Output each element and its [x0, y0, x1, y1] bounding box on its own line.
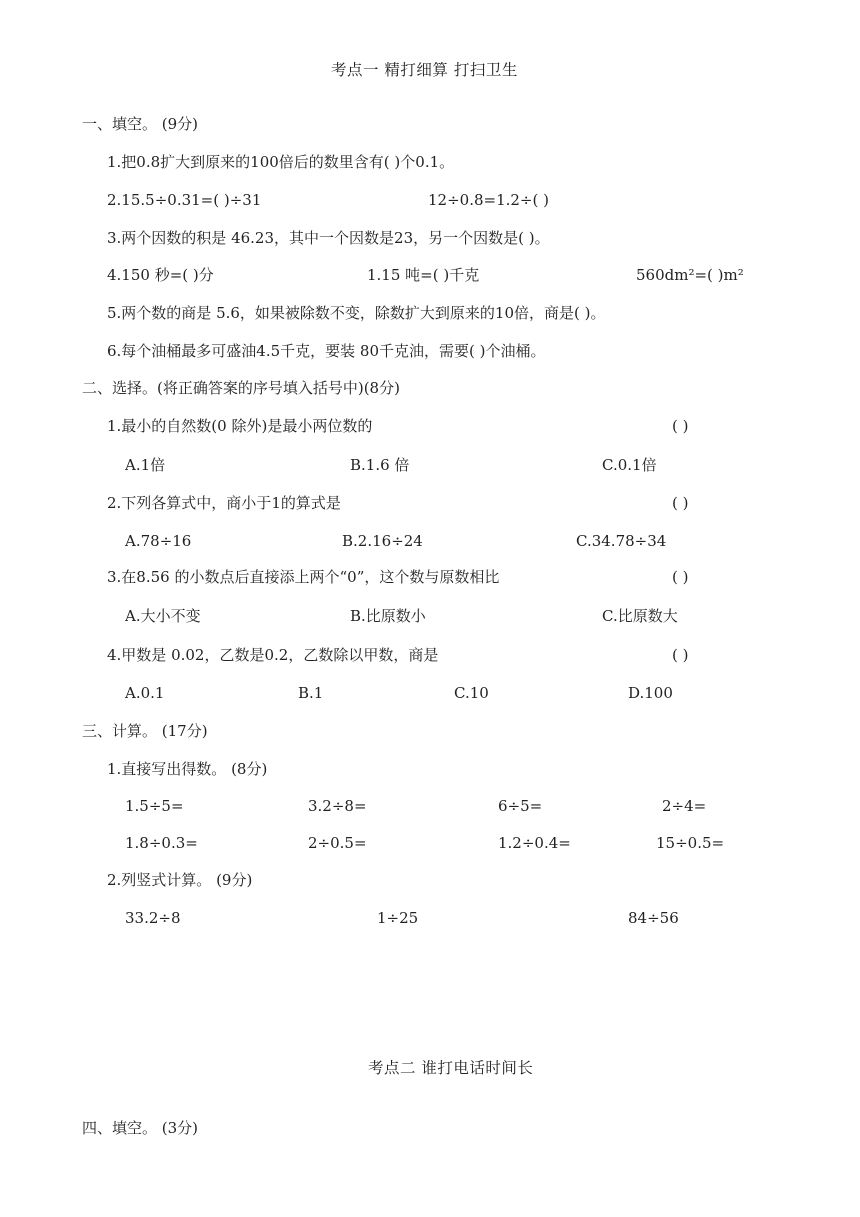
choice-option: A.0.1 [125, 684, 165, 702]
choice-option: A.1倍 [125, 456, 166, 474]
vertical-calc-item: 84÷56 [628, 909, 679, 927]
section-title-2: 考点二 谁打电话时间长 [368, 1059, 534, 1077]
vertical-calc-item: 1÷25 [377, 909, 419, 927]
fill-question-1: 1.把0.8扩大到原来的100倍后的数里含有( )个0.1。 [107, 153, 455, 171]
choice-option: B.2.16÷24 [342, 532, 423, 550]
part4-heading: 四、填空。 (3分) [82, 1119, 199, 1137]
choice-option: B.1 [298, 684, 324, 702]
calc-item: 1.5÷5= [125, 797, 184, 815]
vertical-calc-item: 33.2÷8 [125, 909, 181, 927]
choice-option: A.大小不变 [125, 607, 201, 625]
part1-heading: 一、填空。 (9分) [82, 115, 199, 133]
calc-item: 15÷0.5= [656, 834, 725, 852]
answer-paren: ( ) [672, 568, 689, 586]
choice-question-4: 4.甲数是 0.02，乙数是0.2，乙数除以甲数，商是 [107, 646, 439, 664]
choice-option: C.比原数大 [602, 607, 678, 625]
answer-paren: ( ) [672, 646, 689, 664]
choice-option: B.1.6 倍 [350, 456, 410, 474]
choice-option: A.78÷16 [125, 532, 192, 550]
choice-option: C.10 [454, 684, 489, 702]
choice-option: B.比原数小 [350, 607, 426, 625]
choice-question-1: 1.最小的自然数(0 除外)是最小两位数的 [107, 417, 373, 435]
calc-item: 6÷5= [498, 797, 543, 815]
fill-question-6: 6.每个油桶最多可盛油4.5千克，要装 80千克油，需要( )个油桶。 [107, 342, 546, 360]
fill-question-4b: 1.15 吨=( )千克 [367, 266, 480, 284]
calc-item: 1.2÷0.4= [498, 834, 571, 852]
choice-question-3: 3.在8.56 的小数点后直接添上两个“0”，这个数与原数相比 [107, 568, 500, 586]
choice-option: D.100 [628, 684, 673, 702]
part3-heading: 三、计算。 (17分) [82, 722, 208, 740]
calc-item: 1.8÷0.3= [125, 834, 198, 852]
calc-sub1-heading: 1.直接写出得数。 (8分) [107, 760, 268, 778]
choice-option: C.0.1倍 [602, 456, 657, 474]
calc-item: 2÷0.5= [308, 834, 367, 852]
calc-sub2-heading: 2.列竖式计算。 (9分) [107, 871, 253, 889]
fill-question-2a: 2.15.5÷0.31=( )÷31 [107, 191, 262, 209]
section-title-1: 考点一 精打细算 打扫卫生 [331, 61, 518, 79]
calc-item: 2÷4= [662, 797, 707, 815]
fill-question-4a: 4.150 秒=( )分 [107, 266, 214, 284]
choice-option: C.34.78÷34 [576, 532, 667, 550]
answer-paren: ( ) [672, 494, 689, 512]
answer-paren: ( ) [672, 417, 689, 435]
fill-question-3: 3.两个因数的积是 46.23，其中一个因数是23，另一个因数是( )。 [107, 229, 550, 247]
fill-question-2b: 12÷0.8=1.2÷( ) [428, 191, 549, 209]
calc-item: 3.2÷8= [308, 797, 367, 815]
fill-question-4c: 560dm²=( )m² [636, 266, 744, 284]
fill-question-5: 5.两个数的商是 5.6，如果被除数不变，除数扩大到原来的10倍，商是( )。 [107, 304, 606, 322]
choice-question-2: 2.下列各算式中，商小于1的算式是 [107, 494, 341, 512]
part2-heading: 二、选择。(将正确答案的序号填入括号中)(8分) [82, 379, 400, 397]
